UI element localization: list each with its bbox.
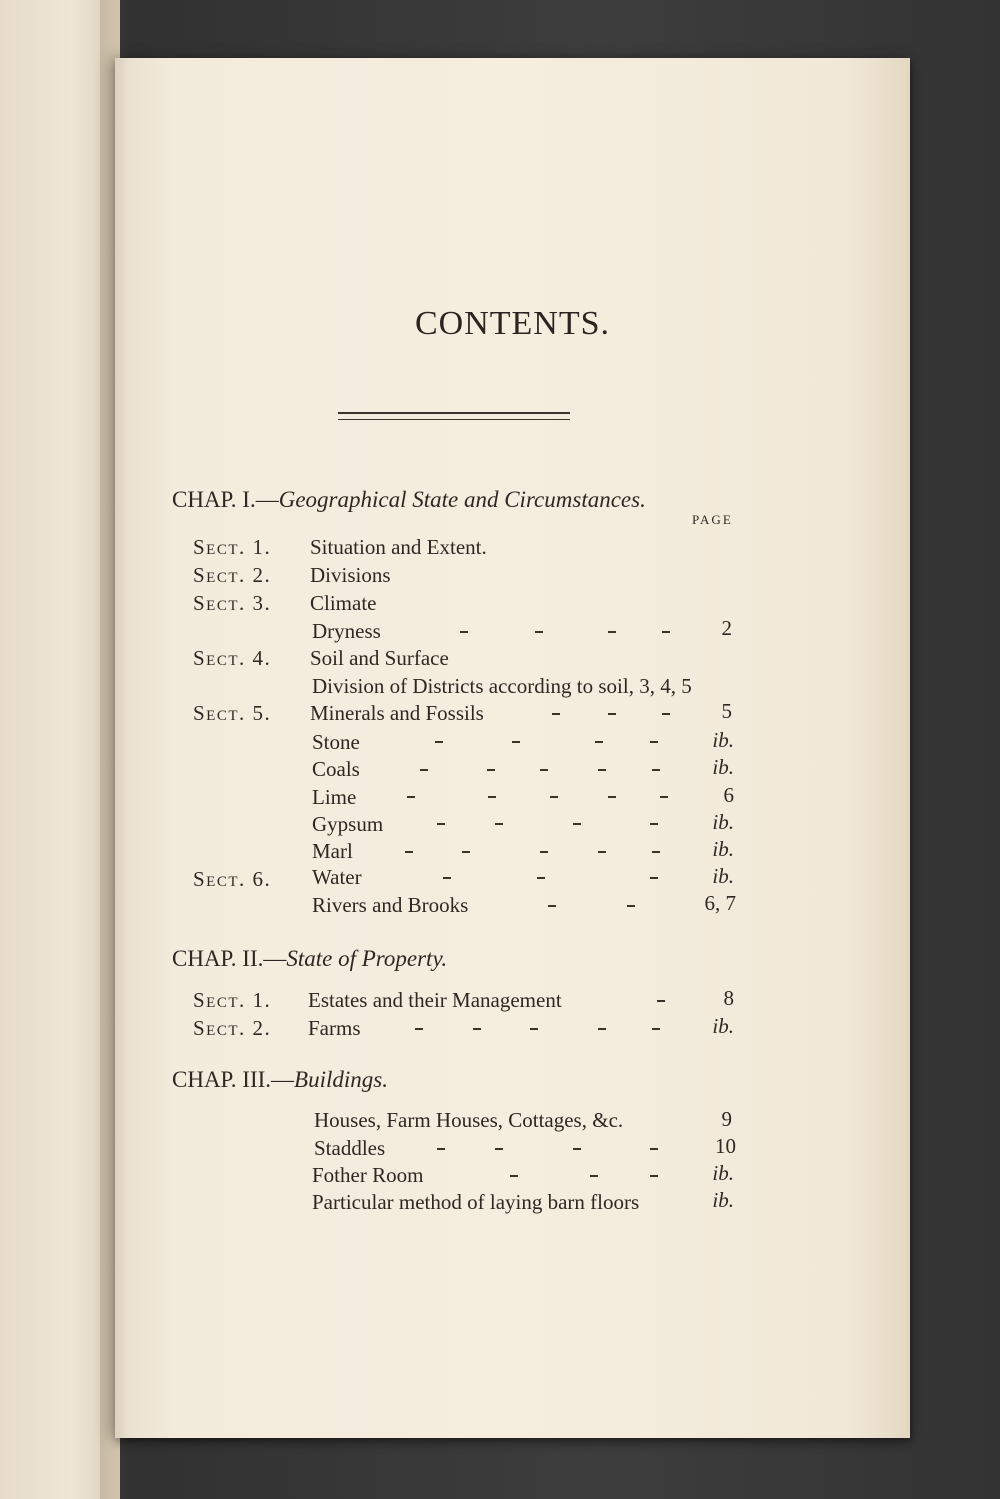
leader-dash <box>627 905 635 907</box>
leader-dash <box>652 769 660 771</box>
leader-dash <box>598 1028 606 1030</box>
entry-text: Lime <box>312 785 357 809</box>
page-title: CONTENTS. <box>414 305 611 342</box>
leader-dash <box>590 1175 598 1177</box>
chapter-title: State of Property. <box>286 946 448 971</box>
entry-text: Staddles <box>314 1136 386 1160</box>
chapter-label: CHAP. II. <box>172 946 264 971</box>
entry-page: ib. <box>712 810 734 834</box>
section-number: Sect. 3. <box>193 591 272 615</box>
leader-dash <box>443 877 451 879</box>
entry-page: 5 <box>721 699 732 723</box>
page-column-label: PAGE <box>692 512 733 527</box>
leader-dash <box>495 1148 503 1150</box>
leader-dash <box>660 796 668 798</box>
entry-text: Dryness <box>312 619 381 643</box>
entry-text: Rivers and Brooks <box>312 893 469 917</box>
leader-dash <box>462 851 470 853</box>
entry-page: ib. <box>712 864 734 888</box>
section-number: Sect. 6. <box>193 867 272 891</box>
leader-dash <box>573 823 581 825</box>
chapter-heading: CHAP. II.—State of Property. <box>172 946 448 971</box>
entry-text: Water <box>312 865 362 889</box>
leader-dash <box>530 1028 538 1030</box>
leader-dash <box>608 796 616 798</box>
leader-dash <box>652 1028 660 1030</box>
entry-text: Marl <box>312 839 353 863</box>
leader-dash <box>552 713 560 715</box>
leader-dash <box>460 631 468 633</box>
leader-dash <box>495 823 503 825</box>
section-number: Sect. 5. <box>193 701 272 725</box>
entry-text: Situation and Extent. <box>310 535 487 559</box>
entry-page: 10 <box>715 1134 736 1158</box>
section-number: Sect. 2. <box>193 563 272 587</box>
section-number: Sect. 4. <box>193 646 272 670</box>
leader-dash <box>487 769 495 771</box>
leader-dash <box>420 769 428 771</box>
chapter-label: CHAP. III. <box>172 1067 272 1092</box>
entry-page: ib. <box>712 728 734 752</box>
entry-page: 6 <box>723 783 734 807</box>
leader-dash <box>540 851 548 853</box>
leader-dash <box>662 631 670 633</box>
chapter-heading: CHAP. I.—Geographical State and Circumstances. <box>172 487 646 512</box>
entry-page: ib. <box>712 755 734 779</box>
entry-page: 8 <box>723 986 734 1010</box>
leader-dash <box>540 769 548 771</box>
entry-text: Farms <box>308 1016 361 1040</box>
chapter-heading: CHAP. III.—Buildings. <box>172 1067 388 1092</box>
entry-text: Divisions <box>310 563 391 587</box>
entry-text: Particular method of laying barn floors <box>312 1190 640 1214</box>
leader-dash <box>510 1175 518 1177</box>
entry-text: Climate <box>310 591 377 615</box>
entry-page: 6, 7 <box>704 891 736 915</box>
entry-text: Division of Districts according to soil, 3, 4, 5 <box>312 674 692 698</box>
leader-dash <box>405 851 413 853</box>
leader-dash <box>662 713 670 715</box>
title-rule-thin <box>338 419 570 420</box>
leader-dash <box>608 631 616 633</box>
section-number: Sect. 1. <box>193 535 272 559</box>
leader-dash <box>407 796 415 798</box>
leader-dash <box>652 851 660 853</box>
leader-dash <box>650 1148 658 1150</box>
chapter-title: Geographical State and Circumstances. <box>278 487 646 512</box>
entry-page: ib. <box>712 1014 734 1038</box>
entry-text: Stone <box>312 730 360 754</box>
entry-text: Estates and their Management <box>308 988 562 1012</box>
leader-dash <box>573 1148 581 1150</box>
title-rule-thick <box>338 412 570 414</box>
leader-dash <box>488 796 496 798</box>
leader-dash <box>437 1148 445 1150</box>
entry-text: Minerals and Fossils <box>310 701 484 725</box>
book-page <box>115 58 910 1438</box>
entry-text: Houses, Farm Houses, Cottages, &c. <box>314 1108 624 1132</box>
leader-dash <box>435 741 443 743</box>
leader-dash <box>608 713 616 715</box>
leader-dash <box>548 905 556 907</box>
entry-page: ib. <box>712 837 734 861</box>
leader-dash <box>512 741 520 743</box>
section-number: Sect. 2. <box>193 1016 272 1040</box>
entry-text: Coals <box>312 757 360 781</box>
leader-dash <box>650 877 658 879</box>
leader-dash <box>650 741 658 743</box>
entry-page: ib. <box>712 1188 734 1212</box>
chapter-label: CHAP. I. <box>172 487 256 512</box>
leader-dash <box>657 1000 665 1002</box>
leader-dash <box>473 1028 481 1030</box>
entry-text: Soil and Surface <box>310 646 449 670</box>
page-gutter <box>100 0 130 1499</box>
leader-dash <box>595 741 603 743</box>
leader-dash <box>535 631 543 633</box>
entry-page: ib. <box>712 1161 734 1185</box>
section-number: Sect. 1. <box>193 988 272 1012</box>
leader-dash <box>415 1028 423 1030</box>
leader-dash <box>598 851 606 853</box>
leader-dash <box>550 796 558 798</box>
entry-page: 9 <box>721 1107 732 1131</box>
entry-page: 2 <box>721 616 732 640</box>
chapter-title: Buildings. <box>294 1067 388 1092</box>
leader-dash <box>537 877 545 879</box>
leader-dash <box>650 823 658 825</box>
entry-text: Gypsum <box>312 812 384 836</box>
leader-dash <box>437 823 445 825</box>
leader-dash <box>650 1175 658 1177</box>
leader-dash <box>598 769 606 771</box>
entry-text: Fother Room <box>312 1163 424 1187</box>
